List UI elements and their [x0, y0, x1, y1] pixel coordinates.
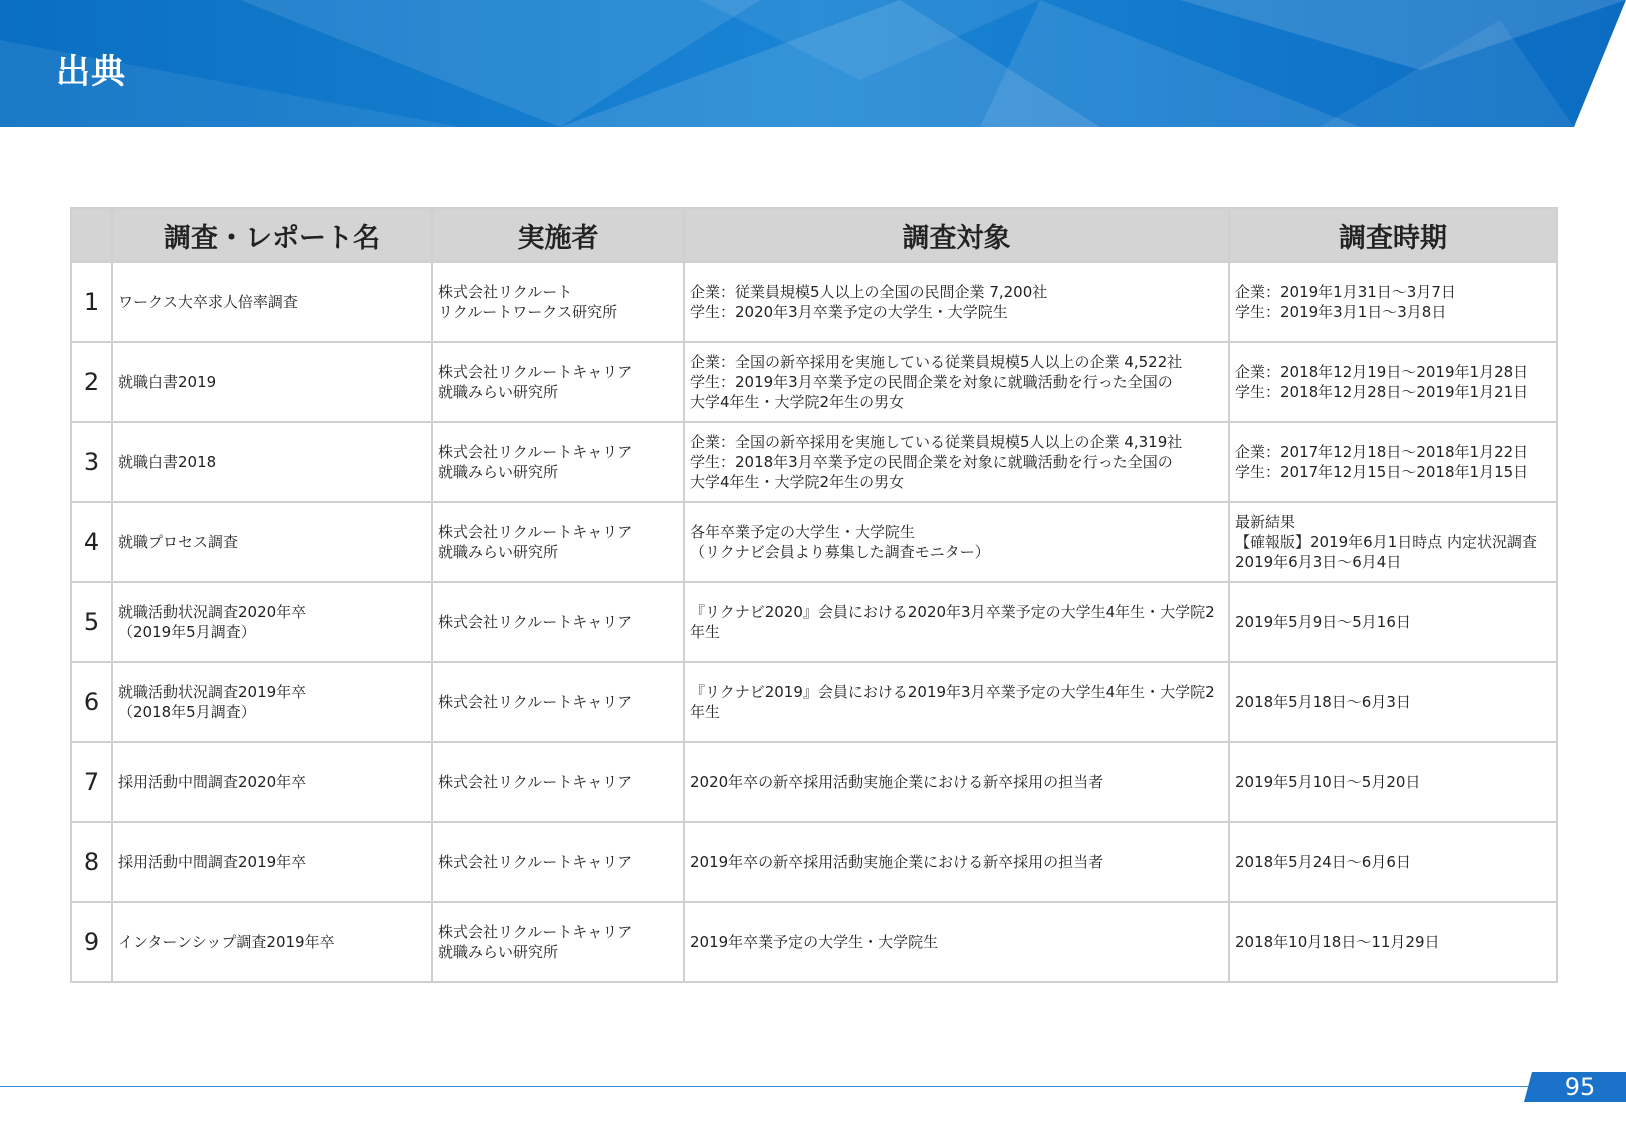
cell-survey-period	[1229, 742, 1557, 822]
cell-line: ワークス大卒求人倍率調査	[118, 293, 298, 311]
row-number: 1	[71, 262, 112, 342]
cell-report-name	[112, 582, 432, 662]
cell-line: 就職白書2019	[118, 373, 217, 391]
cell-report-name	[112, 742, 432, 822]
row-number: 8	[71, 822, 112, 902]
cell-line: 学生：2017年12月15日〜2018年1月15日	[1235, 463, 1529, 481]
header-banner	[0, 0, 1626, 127]
cell-survey-target	[684, 822, 1229, 902]
cell-line: 就職みらい研究所	[438, 943, 559, 961]
footer-divider	[0, 1086, 1530, 1087]
cell-line: 最新結果	[1235, 513, 1296, 531]
table-row	[71, 262, 1557, 342]
cell-survey-period	[1229, 342, 1557, 422]
row-number: 4	[71, 502, 112, 582]
cell-organization	[432, 742, 684, 822]
cell-organization	[432, 502, 684, 582]
cell-line: 企業：2017年12月18日〜2018年1月22日	[1235, 443, 1529, 461]
table-row	[71, 342, 1557, 422]
cell-line: 2019年卒の新卒採用活動実施企業における新卒採用の担当者	[690, 853, 1104, 871]
cell-line: 2018年5月24日〜6月6日	[1235, 853, 1411, 871]
cell-line: 株式会社リクルートキャリア	[438, 613, 633, 631]
cell-line: 就職みらい研究所	[438, 463, 559, 481]
table-header-row	[71, 208, 1557, 262]
cell-survey-period	[1229, 582, 1557, 662]
cell-line: 株式会社リクルートキャリア	[438, 923, 633, 941]
cell-line: （2019年5月調査）	[118, 623, 256, 641]
cell-survey-period	[1229, 262, 1557, 342]
table-row	[71, 422, 1557, 502]
cell-line: 就職活動状況調査2020年卒	[118, 603, 307, 621]
cell-line: 2019年5月9日〜5月16日	[1235, 613, 1411, 631]
cell-organization	[432, 582, 684, 662]
cell-line: 『リクナビ2020』会員における2020年3月卒業予定の大学生4年生・大学院2年生	[690, 603, 1215, 641]
cell-line: 2018年5月18日〜6月3日	[1235, 693, 1411, 711]
row-number: 7	[71, 742, 112, 822]
cell-organization	[432, 262, 684, 342]
cell-line: 『リクナビ2019』会員における2019年3月卒業予定の大学生4年生・大学院2年生	[690, 683, 1215, 721]
cell-line: 就職活動状況調査2019年卒	[118, 683, 307, 701]
cell-line: 2019年卒業予定の大学生・大学院生	[690, 933, 939, 951]
cell-line: 企業：2019年1月31日〜3月7日	[1235, 283, 1456, 301]
sources-table-container	[70, 207, 1556, 983]
column-header-organization: 実施者	[432, 208, 684, 262]
cell-survey-period	[1229, 902, 1557, 982]
cell-survey-target	[684, 502, 1229, 582]
cell-line: 就職みらい研究所	[438, 543, 559, 561]
cell-survey-target	[684, 262, 1229, 342]
cell-line: 2020年卒の新卒採用活動実施企業における新卒採用の担当者	[690, 773, 1104, 791]
cell-line: 各年卒業予定の大学生・大学院生	[690, 523, 916, 541]
row-number: 6	[71, 662, 112, 742]
cell-survey-target	[684, 422, 1229, 502]
column-header-survey-target: 調査対象	[684, 208, 1229, 262]
column-header-number	[71, 208, 112, 262]
cell-organization	[432, 342, 684, 422]
cell-line: 学生：2019年3月卒業予定の民間企業を対象に就職活動を行った全国の	[690, 373, 1173, 391]
cell-line: 学生：2018年12月28日〜2019年1月21日	[1235, 383, 1529, 401]
cell-line: （リクナビ会員より募集した調査モニター）	[690, 543, 990, 561]
column-header-report-name: 調査・レポート名	[112, 208, 432, 262]
cell-organization	[432, 662, 684, 742]
cell-line: 株式会社リクルートキャリア	[438, 443, 633, 461]
cell-line: 就職プロセス調査	[118, 533, 239, 551]
cell-line: 株式会社リクルートキャリア	[438, 693, 633, 711]
cell-line: 株式会社リクルートキャリア	[438, 523, 633, 541]
cell-line: 2019年6月3日〜6月4日	[1235, 553, 1402, 571]
cell-line: 学生：2019年3月1日〜3月8日	[1235, 303, 1447, 321]
cell-line: 株式会社リクルート	[438, 283, 573, 301]
table-row	[71, 582, 1557, 662]
cell-line: 学生：2020年3月卒業予定の大学生・大学院生	[690, 303, 1008, 321]
table-row	[71, 822, 1557, 902]
cell-survey-period	[1229, 822, 1557, 902]
cell-line: 企業：全国の新卒採用を実施している従業員規模5人以上の企業 4,522社	[690, 353, 1183, 371]
cell-organization	[432, 902, 684, 982]
cell-survey-period	[1229, 502, 1557, 582]
cell-line: 2018年10月18日〜11月29日	[1235, 933, 1440, 951]
table-row	[71, 662, 1557, 742]
cell-report-name	[112, 502, 432, 582]
cell-line: 採用活動中間調査2019年卒	[118, 853, 307, 871]
cell-line: 大学4年生・大学院2年生の男女	[690, 393, 905, 411]
table-body	[71, 262, 1557, 982]
table-row	[71, 502, 1557, 582]
cell-line: 企業：従業員規模5人以上の全国の民間企業 7,200社	[690, 283, 1048, 301]
cell-line: 株式会社リクルートキャリア	[438, 363, 633, 381]
header-banner-graphic	[0, 0, 1626, 127]
cell-organization	[432, 822, 684, 902]
cell-line: 株式会社リクルートキャリア	[438, 853, 633, 871]
cell-report-name	[112, 262, 432, 342]
cell-survey-target	[684, 662, 1229, 742]
cell-line: インターンシップ調査2019年卒	[118, 933, 335, 951]
cell-organization	[432, 422, 684, 502]
cell-line: 就職みらい研究所	[438, 383, 559, 401]
cell-line: 就職白書2018	[118, 453, 217, 471]
cell-survey-target	[684, 342, 1229, 422]
column-header-survey-period: 調査時期	[1229, 208, 1557, 262]
row-number: 9	[71, 902, 112, 982]
cell-line: リクルートワークス研究所	[438, 303, 618, 321]
cell-line: 株式会社リクルートキャリア	[438, 773, 633, 791]
cell-line: 企業：2018年12月19日〜2019年1月28日	[1235, 363, 1529, 381]
row-number: 5	[71, 582, 112, 662]
cell-line: 【確報版】2019年6月1日時点 内定状況調査	[1235, 533, 1538, 551]
cell-survey-period	[1229, 422, 1557, 502]
cell-survey-target	[684, 582, 1229, 662]
row-number: 3	[71, 422, 112, 502]
cell-report-name	[112, 342, 432, 422]
sources-table	[70, 207, 1558, 983]
cell-line: 採用活動中間調査2020年卒	[118, 773, 307, 791]
cell-report-name	[112, 822, 432, 902]
cell-line: （2018年5月調査）	[118, 703, 256, 721]
page-title: 出典	[56, 52, 126, 92]
cell-line: 企業：全国の新卒採用を実施している従業員規模5人以上の企業 4,319社	[690, 433, 1183, 451]
cell-report-name	[112, 422, 432, 502]
cell-line: 大学4年生・大学院2年生の男女	[690, 473, 905, 491]
cell-survey-period	[1229, 662, 1557, 742]
cell-survey-target	[684, 902, 1229, 982]
cell-report-name	[112, 902, 432, 982]
cell-survey-target	[684, 742, 1229, 822]
table-row	[71, 902, 1557, 982]
row-number: 2	[71, 342, 112, 422]
table-row	[71, 742, 1557, 822]
cell-line: 2019年5月10日〜5月20日	[1235, 773, 1421, 791]
cell-report-name	[112, 662, 432, 742]
page-number: 95	[1564, 1073, 1596, 1101]
cell-line: 学生：2018年3月卒業予定の民間企業を対象に就職活動を行った全国の	[690, 453, 1173, 471]
